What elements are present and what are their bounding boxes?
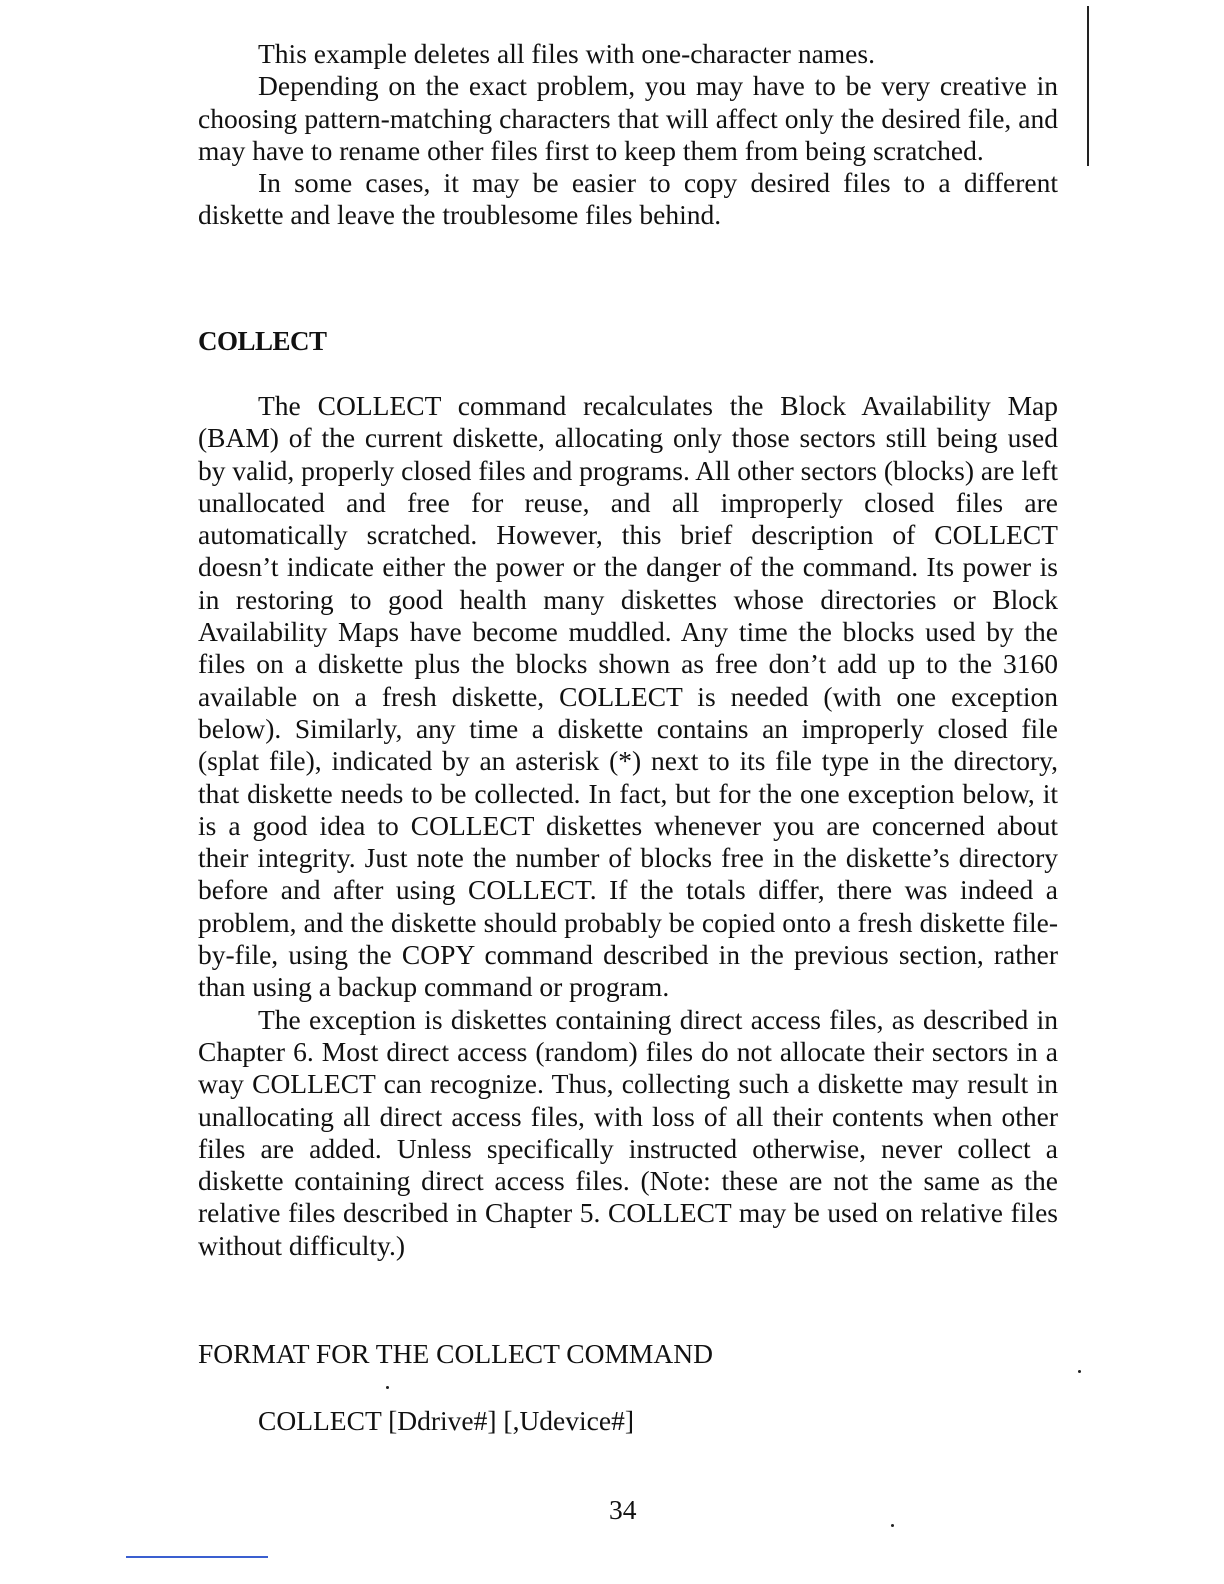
page-number: 34 — [609, 1494, 637, 1525]
scan-speck — [386, 1386, 389, 1389]
intro-paragraph-1: This example deletes all files with one-character names. — [258, 38, 875, 69]
section-paragraph-2: The exception is diskettes containing direct access files, as described in Chapter 6. Most direct access (random) files do not allocate their sectors in a way COLLECT can recognize. Thus, collecting such a diskette may result in unallocating all direct access files, with loss of all their contents when other files are added. Unless specifically instructed otherwise, never collect a diskette containing direct access files. (Note: these are not the same as the relative files described in Chapter 5. COLLECT may be used on relative files without difficulty.) — [198, 1003, 1058, 1261]
scan-speck — [1078, 1370, 1081, 1373]
section-heading: COLLECT — [198, 326, 327, 356]
section-paragraph-1: The COLLECT command recalculates the Block Availability Map (BAM) of the current diskette, allocating only those sectors still being used by valid, properly closed files and programs. All other sectors (blocks) are left unallocated and free for reuse, and all improperly closed files are automatically scratched. However, this brief description of COLLECT doesn’t indicate either the power or the danger of the command. Its power is in restoring to good health many diskettes whose directories or Block Availability Maps have become muddled. Any time the blocks used by the files on a diskette plus the blocks shown as free don’t add up to the 3160 available on a fresh diskette, COLLECT is needed (with one exception below). Similarly, any time a diskette contains an improperly closed file (splat file), indicated by an asterisk (*) next to its file type in the directory, that diskette needs to be collected. In fact, but for the one exception below, it is a good idea to COLLECT diskettes whenever you are concerned about their integrity. Just note the number of blocks free in the diskette’s directory before and after using COLLECT. If the totals differ, there was indeed a problem, and the diskette should probably be copied onto a fresh diskette file-by-file, using the COPY command described in the previous section, rather than using a backup command or program. — [198, 390, 1058, 1003]
section-body — [198, 390, 1058, 1262]
format-label: FORMAT FOR THE COLLECT COMMAND — [198, 1338, 713, 1369]
intro-paragraph-2: Depending on the exact problem, you may have to be very creative in choosing pattern-matching characters that will affect only the desired file, and may have to rename other files first to keep them from being scratched. — [198, 70, 1058, 166]
scan-speck — [891, 1524, 894, 1527]
footer-rule — [126, 1556, 268, 1558]
intro-paragraph-3: In some cases, it may be easier to copy desired files to a different diskette and leave the troublesome files behind. — [198, 167, 1058, 231]
margin-rule — [1087, 6, 1089, 166]
document-page — [198, 38, 1058, 232]
command-syntax: COLLECT [Ddrive#] [,Udevice#] — [258, 1405, 634, 1436]
